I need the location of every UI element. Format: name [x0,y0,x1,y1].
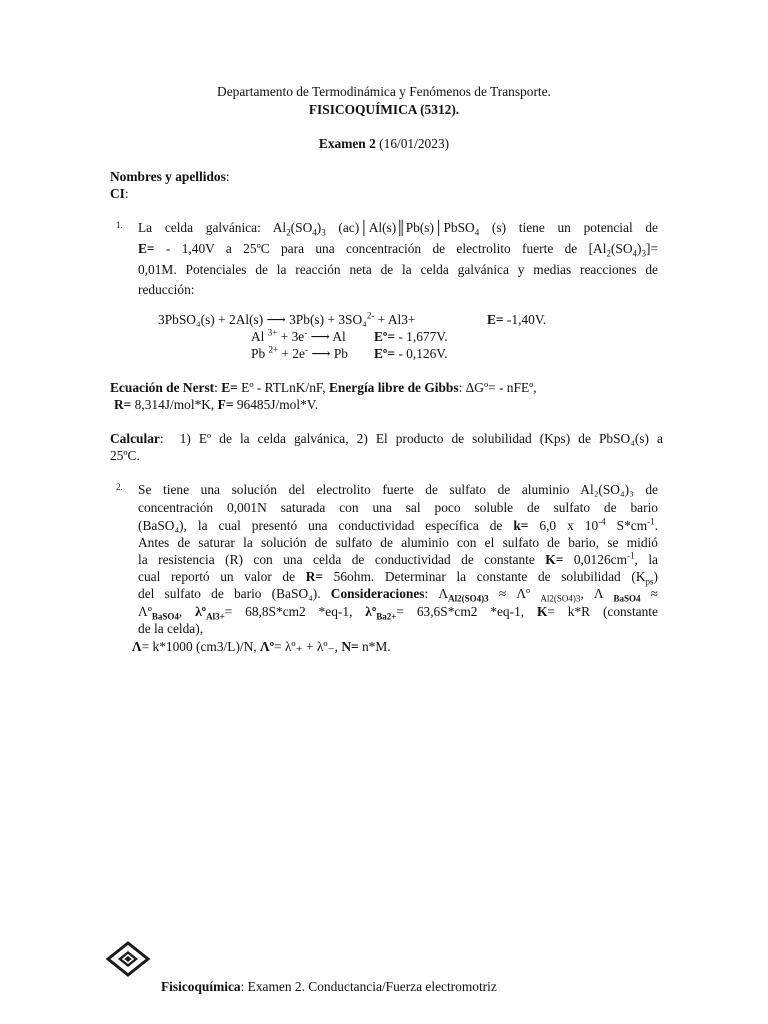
potential-label: E= [138,241,155,256]
university-logo-icon [104,940,152,978]
reaction-net: 3PbSO₄(s) + 2Al(s) ⟶ 3Pb(s) + 3SO₄$^{2-}$ + Al3+ [158,310,416,327]
lambda-ba-value: = 63,6S*cm2 *eq-1, [396,604,525,619]
reaction-net-text: 3PbSO₄(s) + 2Al(s) ⟶ 3Pb(s) + 3SO₄ [158,312,367,327]
reaction-pb: Pb $^{2+}$ + 2e- ⟶ Pb [251,344,349,361]
reaction-al: Al $^{3+}$ + 3e- ⟶ Al [251,327,346,344]
reaction-net-E-value: -1,40V. [506,312,547,327]
k-value: 6,0 x 10 [539,518,599,533]
reaction-net-E-label: E= [487,312,504,327]
name-field-label: Nombres y apellidos: [110,169,230,184]
R-resist-label: R= [305,569,324,584]
N-value: n*M. [361,639,391,654]
gibbs-eq: ΔGº= - nFEº, [465,380,537,395]
F-label: F= [217,397,234,412]
potential-value: - 1,40V a 25ºC para una concentración de electrolito fuerte de [Al [165,241,607,256]
problem2-line6-end: 56ohm. Determinar la constante de solubilidad (K [333,569,646,584]
F-value: 96485J/mol*V. [236,397,319,412]
exam-label: Examen 2 [318,136,376,151]
problem2-line5-end: , la [634,552,658,567]
nernst-eq: Eº - RTLnK/nF, [241,380,326,395]
problem1-line2: E= - 1,40V a 25ºC para una concentración de electrolito fuerte de $[Al_2(SO_4)_3]=$ [138,241,658,259]
nernst-E-label: E= [221,380,238,395]
nernst-label: Ecuación de Nerst [110,380,215,395]
nernst-equation: Ecuación de Nerst: E= Eº - RTLnK/nF, Energía libre de Gibbs: ΔGº= - nFEº, [110,380,537,395]
footer-text: : Examen 2. Conductancia/Fuerza electromotriz [240,979,497,994]
reaction-pb-E-label: Eº= [374,346,395,361]
problem1-line4: reducción: [138,282,195,297]
name-label-text: Nombres y apellidos [110,169,226,184]
reaction-pb-potential [374,346,448,362]
problem2-number: 2. [116,482,123,492]
R-label: R= [114,397,132,412]
gibbs-label: Energía libre de Gibbs [328,380,459,395]
constants-line [114,397,318,413]
K-eq-label: K [536,604,548,619]
problem2-line5-text: la resistencia (R) con una celda de conductividad de constante [138,552,535,567]
problem2-line7-text: del sulfato de bario (BaSO₄). [138,586,321,601]
problem2-line8: Λº$_{BaSO4}$, λº$_{Al3+}$= 68,8S*cm2 *eq-1, λº$_{Ba2+}$= 63,6S*cm2 *eq-1, K= k*R (constante [138,604,658,622]
problem2-line6-text: cual reportó un valor de [138,569,296,584]
limiting-conductivity-eq: = λº₊ + λº₋, [274,639,338,654]
k-label: k= [513,518,529,533]
R-value: 8,314J/mol*K, [134,397,215,412]
ci-field-label: CI: [110,186,129,201]
exam-title [0,136,768,152]
problem1-line3: 0,01M. Potenciales de la reacción neta de la celda galvánica y medias reacciones de [138,262,658,277]
K-eq-value: = k*R (constante [547,604,658,619]
lambda-al-value: = 68,8S*cm2 *eq-1, [224,604,353,619]
calculate-line2: 25ºC. [110,448,140,463]
problem2-line4: Antes de saturar la solución de sulfato de aluminio con el sulfato de bario, se midió [138,535,658,550]
footer-caption [161,979,497,995]
footer-course: Fisicoquímica [161,979,241,994]
ci-label-text: CI [110,186,125,201]
calc-label: Calcular [110,431,160,446]
reaction-al-potential [374,329,448,345]
department-heading: Departamento de Termodinámica y Fenómenos de Transporte. [217,84,551,99]
problem2-line2: concentración 0,001N saturada con una sal poco soluble de sulfato de bario [138,500,658,515]
problem1-number: 1. [116,220,123,230]
problem2-line9: de la celda), [138,621,204,636]
considerations-label: Consideraciones [330,586,425,601]
problem2-line10: Λ= k*1000 (cm3/L)/N, Λº= λº₊ + λº₋, N= n*M. [132,639,391,654]
problem2-line1: Se tiene una solución del electrolito fuerte de sulfato de aluminio Al₂(SO₄)₃ de [138,482,658,497]
problem2-line3: (BaSO₄), la cual presentó una conductividad específica de k= 6,0 x $10^{-4}$ $S*cm^{-1}$. [138,516,658,533]
K-value: 0,0126cm [573,552,627,567]
K-label: K= [545,552,564,567]
calculate-line: Calcular: 1) Eº de la celda galvánica, 2) El producto de solubilidad (Kps) de PbSO₄(s) a [110,431,663,446]
problem2-line6: cual reportó un valor de R= 56ohm. Determinar la constante de solubilidad $(K_{ps})$ [138,569,658,587]
reaction-net-end: + Al3+ [377,312,416,327]
molar-conductivity-eq: = k*1000 (cm3/L)/N, [141,639,257,654]
problem2-line5: la resistencia (R) con una celda de conductividad de constante $K= 0,0126cm^{-1}$, la [138,550,658,567]
problem2-line3-text: (BaSO₄), la cual presentó una conductividad específica de [138,518,503,533]
problem1-line1: La celda galvánica: $Al_2(SO_4)_3$ (ac)│Al(s)║Pb(s)│PbSO$_4$ (s) tiene un potencial de [138,220,659,238]
N-label: N= [341,639,359,654]
exam-date: (16/01/2023) [379,136,450,151]
reaction-pb-E-value: - 0,126V. [398,346,448,361]
calc-text: 1) Eº de la celda galvánica, 2) El producto de solubilidad (Kps) de PbSO₄(s) a [179,431,663,446]
reaction-al-E-label: Eº= [374,329,395,344]
course-title: FISICOQUÍMICA (5312). [308,102,460,117]
problem2-line7: del sulfato de bario (BaSO₄). Consideraciones: $\Lambda_{Al2(SO4)3}$ ≈ Λº $_{Al2(SO4)3}$, Λ $_{BaSO4}$ ≈ [138,586,658,604]
reaction-al-E-value: - 1,677V. [398,329,448,344]
reaction-net-potential [487,312,546,328]
